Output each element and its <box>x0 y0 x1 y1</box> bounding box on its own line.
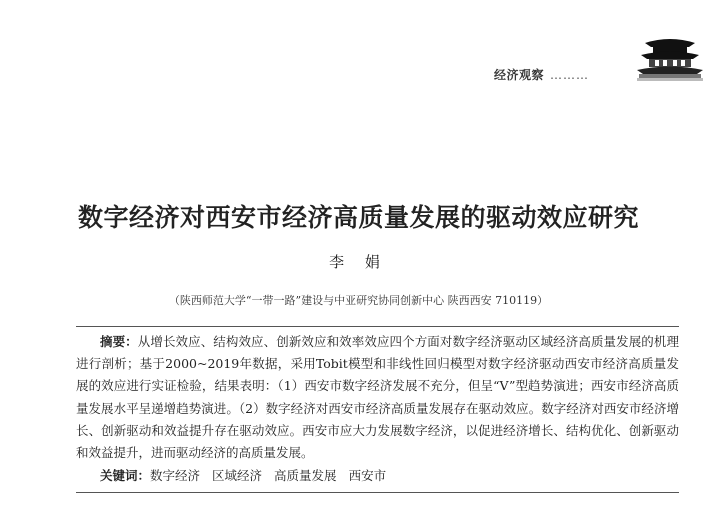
keyword-item: 高质量发展 <box>274 468 337 484</box>
journal-section-header <box>494 66 589 83</box>
keyword-item: 数字经济 <box>150 468 201 484</box>
journal-logo-pagoda-icon <box>637 38 703 82</box>
abstract-label: 摘要： <box>100 334 138 349</box>
abstract-section <box>76 326 679 493</box>
keyword-item: 区域经济 <box>212 468 263 484</box>
abstract-paragraph <box>76 331 679 464</box>
keywords-line <box>76 464 679 488</box>
abstract-body: 从增长效应、结构效应、创新效应和效率效应四个方面对数字经济驱动区域经济高质量发展的机理进行剖析；基于2000~2019年数据，采用Tobit模型和非线性回归模型对数字经济驱动西安市经济高质量发展的效应进行实证检验，结果表明：（1）西安市数字经济发展不充分，但呈“V”型趋势演进；西安市经济高质量发展水平呈递增趋势演进。（2）数字经济对西安市经济高质量发展存在驱动效应。数字经济对西安市经济增长、创新驱动和效益提升存在驱动效应。西安市应大力发展数字经济，以促进经济增长、结构优化、创新驱动和效益提升，进而驱动经济的高质量发展。 <box>76 334 679 461</box>
section-name: 经济观察 <box>493 68 544 82</box>
keyword-item: 西安市 <box>348 468 387 484</box>
author-affiliation: （陕西师范大学“一带一路”建设与中亚研究协同创新中心 陕西西安 710119） <box>168 294 549 307</box>
article-title: 数字经济对西安市经济高质量发展的驱动效应研究 <box>77 203 639 232</box>
keywords-label: 关键词： <box>100 468 151 484</box>
article-author: 李 娟 <box>329 253 388 271</box>
section-dots: ……… <box>550 68 589 82</box>
